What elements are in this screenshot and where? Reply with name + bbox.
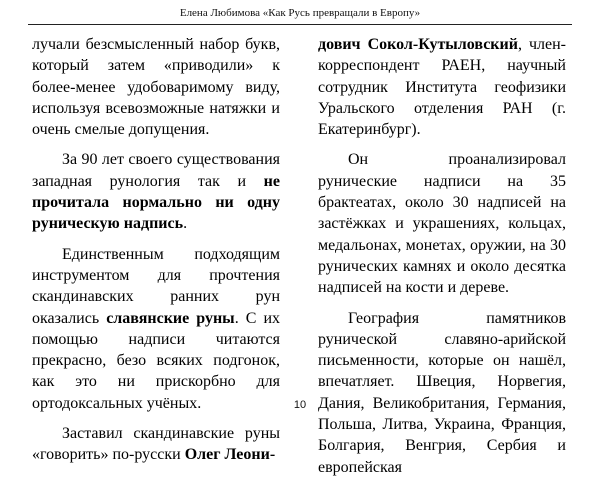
paragraph — [318, 308, 566, 478]
bold-text: славянские руны — [106, 309, 235, 327]
paragraph-text: . С их помощью надписи читаются прекрасно, безо всяких подгонок, как это ни прискорбно для ортодоксальных учёных. — [32, 309, 281, 412]
paragraph-text: Заставил скандинавские руны «говорить» по-русски — [32, 425, 280, 464]
paragraph — [32, 149, 280, 234]
paragraph — [318, 34, 566, 140]
paragraph-text: Он проанализировал рунические надписи на 35 брактеатах, около 30 надписей на застёжках и украшениях, кольцах, медальонах, монетах, оружии, на 30 рунических камнях и около десятка надписей на кости и дереве. — [318, 151, 566, 297]
page-number: 10 — [293, 399, 307, 411]
paragraph — [32, 423, 280, 466]
paragraph — [32, 244, 280, 414]
paragraph-text: . — [183, 215, 188, 233]
paragraph — [32, 34, 280, 140]
paragraph-text: География памятников рунической славяно-арийской письменности, которые он нашёл, впечатляет. Швеция, Норвегия, Дания, Великобритания, Германия, Польша, Литва, Украина, Франция, Болгария, Венгрия, Сербия и европейская — [318, 309, 566, 476]
paragraph-text: За 90 лет своего существования западная рунология так и — [32, 151, 280, 190]
bold-text: дович Сокол-Кутыловский — [318, 36, 518, 53]
paragraph-text: Единственным подходящим инструментом для прочтения скандинавских ранних рун оказались — [32, 245, 280, 327]
paragraph-text: , член-корреспондент РАЕН, научный сотрудник Института геофизики Уральского отделения РАН (г. Екатеринбург). — [318, 36, 566, 139]
running-header: Елена Любимова «Как Русь превращали в Европу» — [179, 7, 421, 19]
paragraph-text: лучали безсмысленный набор букв, который затем «приводили» к более-менее удобоваримому виду, используя всевозможные натяжки и очень смелые допущения. — [32, 36, 280, 139]
header-rule — [28, 24, 572, 25]
bold-text: не прочитала нормально ни одну руническую надпись — [32, 172, 280, 233]
paragraph — [318, 149, 566, 298]
bold-text: Олег Леони- — [184, 446, 276, 464]
right-text-column — [318, 34, 566, 478]
